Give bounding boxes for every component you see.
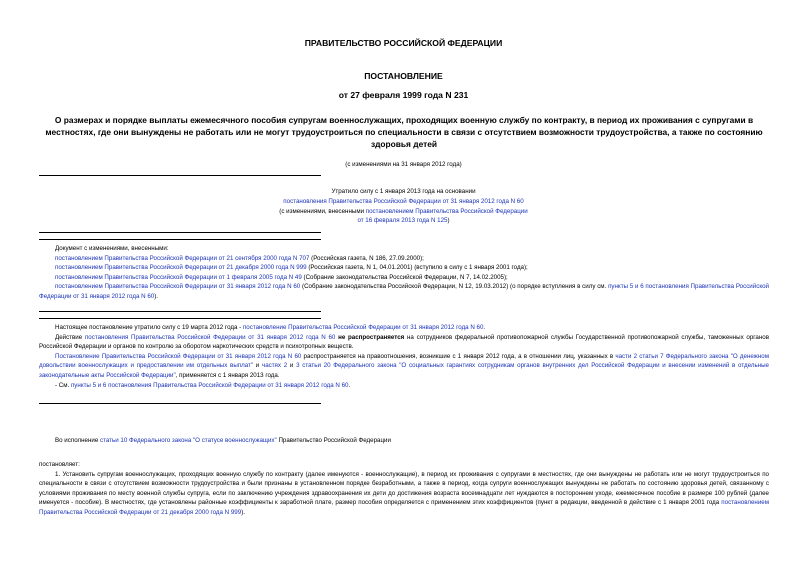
amendment-source: (Российская газета, N 186, 27.09.2000); — [309, 254, 424, 262]
lost-force-link[interactable]: постановления Правительства Российской Федерации от 31 января 2012 года N 60 — [283, 197, 524, 205]
amendment-link[interactable]: постановлением Правительства Российской Федерации от 21 декабря 2000 года N 999 — [55, 264, 307, 272]
paragraph-text: 1. Установить супругам военнослужащих, проходящих военную службу по контракту (далее именуются - военнослужащие), в период их проживания с супругами в местностях, где они вынуждены не работать или не могут трудоустроиться по специальности в связи с отсутствием возможности трудоустройства и были признаны в установленном порядке безработными, а также в период, когда супруги военнослужащих вынуждены не работать по состоянию здоровья детей, связанному с условиями проживания по месту военной службы супруга, если по заключению учреждения здравоохранения их дети до достижения возраста восемнадцати лет нуждаются в постороннем уходе, ежемесячное пособие в размере 100 рублей (далее именуется - пособие). В местностях, где установлены районные коэффициенты к заработной плате, размер пособия определяется с применением этих коэффициентов (пункт в редакции, введенной в действие с 1 января 2001 года — [39, 470, 769, 507]
amendment-item — [39, 282, 769, 301]
preamble-law-link[interactable]: статьи 10 Федерального закона "О статусе военнослужащих" — [100, 437, 277, 444]
note-law-link[interactable]: части 2 статьи 7 Федерального закона "О денежном довольствии военнослужащих и предоставлении им отдельных выплат" — [39, 352, 769, 370]
amendment-item — [39, 254, 769, 264]
note-link[interactable]: пункты 5 и 6 постановления Правительства Российской Федерации от 31 января 2012 года N 60 — [70, 381, 349, 389]
note-scope — [39, 333, 769, 352]
amendment-source: (Собрание законодательства Российской Федерации, N 7, 14.02.2005); — [301, 273, 508, 281]
amendment-link[interactable]: постановлением Правительства Российской Федерации от 1 февраля 2005 года N 49 — [55, 273, 302, 281]
document-type: ПОСТАНОВЛЕНИЕ — [364, 71, 443, 81]
note-link[interactable]: Постановление Правительства Российской Федерации от 31 января 2012 года N 60 — [55, 352, 302, 360]
note-end: . — [483, 324, 486, 331]
note-emphasis: не распространяется — [335, 333, 405, 341]
changes-note: (с изменениями на 31 января 2012 года) — [345, 161, 462, 168]
decree-word: постановляет: — [39, 461, 80, 468]
lost-force-changes-pre: (с изменениями, внесенными — [279, 207, 366, 215]
note-law-link[interactable]: 3 статьи 20 Федерального закона "О социальных гарантиях сотрудникам органов внутренних дел Российской Федерации и внесении изменений в отдельные законодательные акты Российской Федерации" — [39, 362, 769, 379]
government-name: ПРАВИТЕЛЬСТВО РОССИЙСКОЙ ФЕДЕРАЦИИ — [304, 38, 503, 48]
preamble-text: Правительство Российской Федерации — [276, 437, 391, 444]
note-link[interactable]: постановление Правительства Российской Федерации от 31 января 2012 года N 60 — [242, 324, 484, 331]
note-see-also — [39, 381, 769, 391]
amendment-clause-link[interactable]: пункты 5 и 6 — [608, 283, 644, 291]
amendment-source: (Российская газета, N 1, 04.01.2001) (вступило в силу с 1 января 2001 года); — [306, 264, 528, 272]
note-text: распространяется на правоотношения, возникшие с 1 января 2012 года, а в отношении лиц, указанных в — [301, 352, 616, 360]
paragraph-1 — [39, 470, 769, 518]
paragraph-link[interactable]: постановлением Правительства Российской Федерации от 21 декабря 2000 года N 999 — [39, 499, 769, 516]
note-text: Настоящее постановление утратило силу с 19 марта 2012 года - — [55, 324, 243, 331]
preamble-text: Во исполнение — [55, 437, 100, 444]
amendment-item — [39, 273, 769, 283]
divider — [39, 311, 321, 312]
lost-force-block — [0, 187, 807, 226]
note-text: Действие — [55, 333, 85, 341]
note-text: - См. — [55, 381, 71, 389]
amendment-link[interactable]: постановлением Правительства Российской Федерации от 21 сентября 2000 года N 707 — [55, 254, 310, 262]
note-repeal — [39, 323, 769, 333]
amendments-intro: Документ с изменениями, внесенными: — [55, 245, 169, 252]
lost-force-changes-link[interactable]: постановлением Правительства Российской Федерации — [365, 207, 528, 215]
note-law-link[interactable]: частях 2 — [261, 362, 288, 370]
document-date: от 27 февраля 1999 года N 231 — [338, 90, 469, 100]
document-title: О размерах и порядке выплаты ежемесячного пособия супругам военнослужащих, проходящих военную службу по контракту, в период их проживания с супругами в местностях, где они вынуждены не работать или не могут трудоустроиться по специальности в связи с отсутствием возможности трудоустройства, а также по состоянию здоровья детей — [45, 115, 763, 150]
note-text: на сотрудников федеральной противопожарной службы Государственной противопожарной службы, таможенных органов Российской Федерации и органов по контролю за оборотом наркотических средств и психотропных веществ. — [39, 333, 769, 351]
lost-force-changes-post: ) — [447, 217, 450, 225]
divider — [39, 232, 321, 233]
note-end: . — [348, 381, 351, 389]
divider — [39, 239, 321, 240]
amendment-link[interactable]: постановления Правительства Российской Федерации от 31 января 2012 года N 60 — [39, 283, 769, 300]
lost-force-line: Утратило силу с 1 января 2013 года на основании — [331, 188, 476, 195]
divider — [39, 318, 321, 319]
amendment-end: ). — [154, 292, 158, 300]
amendment-item — [39, 263, 769, 273]
amendments-block — [39, 244, 769, 302]
note-link[interactable]: постановления Правительства Российской Федерации от 31 января 2012 года N 60 — [84, 333, 336, 341]
divider — [39, 403, 321, 404]
note-application — [39, 352, 769, 381]
divider — [39, 175, 321, 176]
note-text: , применяется с 1 января 2013 года. — [175, 371, 280, 379]
note-text: и — [253, 362, 262, 370]
lost-force-changes-link-date[interactable]: от 16 февраля 2013 года N 125 — [357, 217, 448, 225]
amendment-source: (Собрание законодательства Российской Федерации, N 12, 19.03.2012) (о порядке вступления в силу см. — [300, 283, 607, 291]
preamble — [39, 436, 769, 446]
amendment-link[interactable]: постановлением Правительства Российской Федерации от 31 января 2012 года N 60 — [55, 283, 301, 291]
decree-body — [39, 460, 769, 518]
notes-block — [39, 323, 769, 390]
paragraph-end: ). — [241, 508, 245, 516]
note-text: и — [287, 362, 297, 370]
